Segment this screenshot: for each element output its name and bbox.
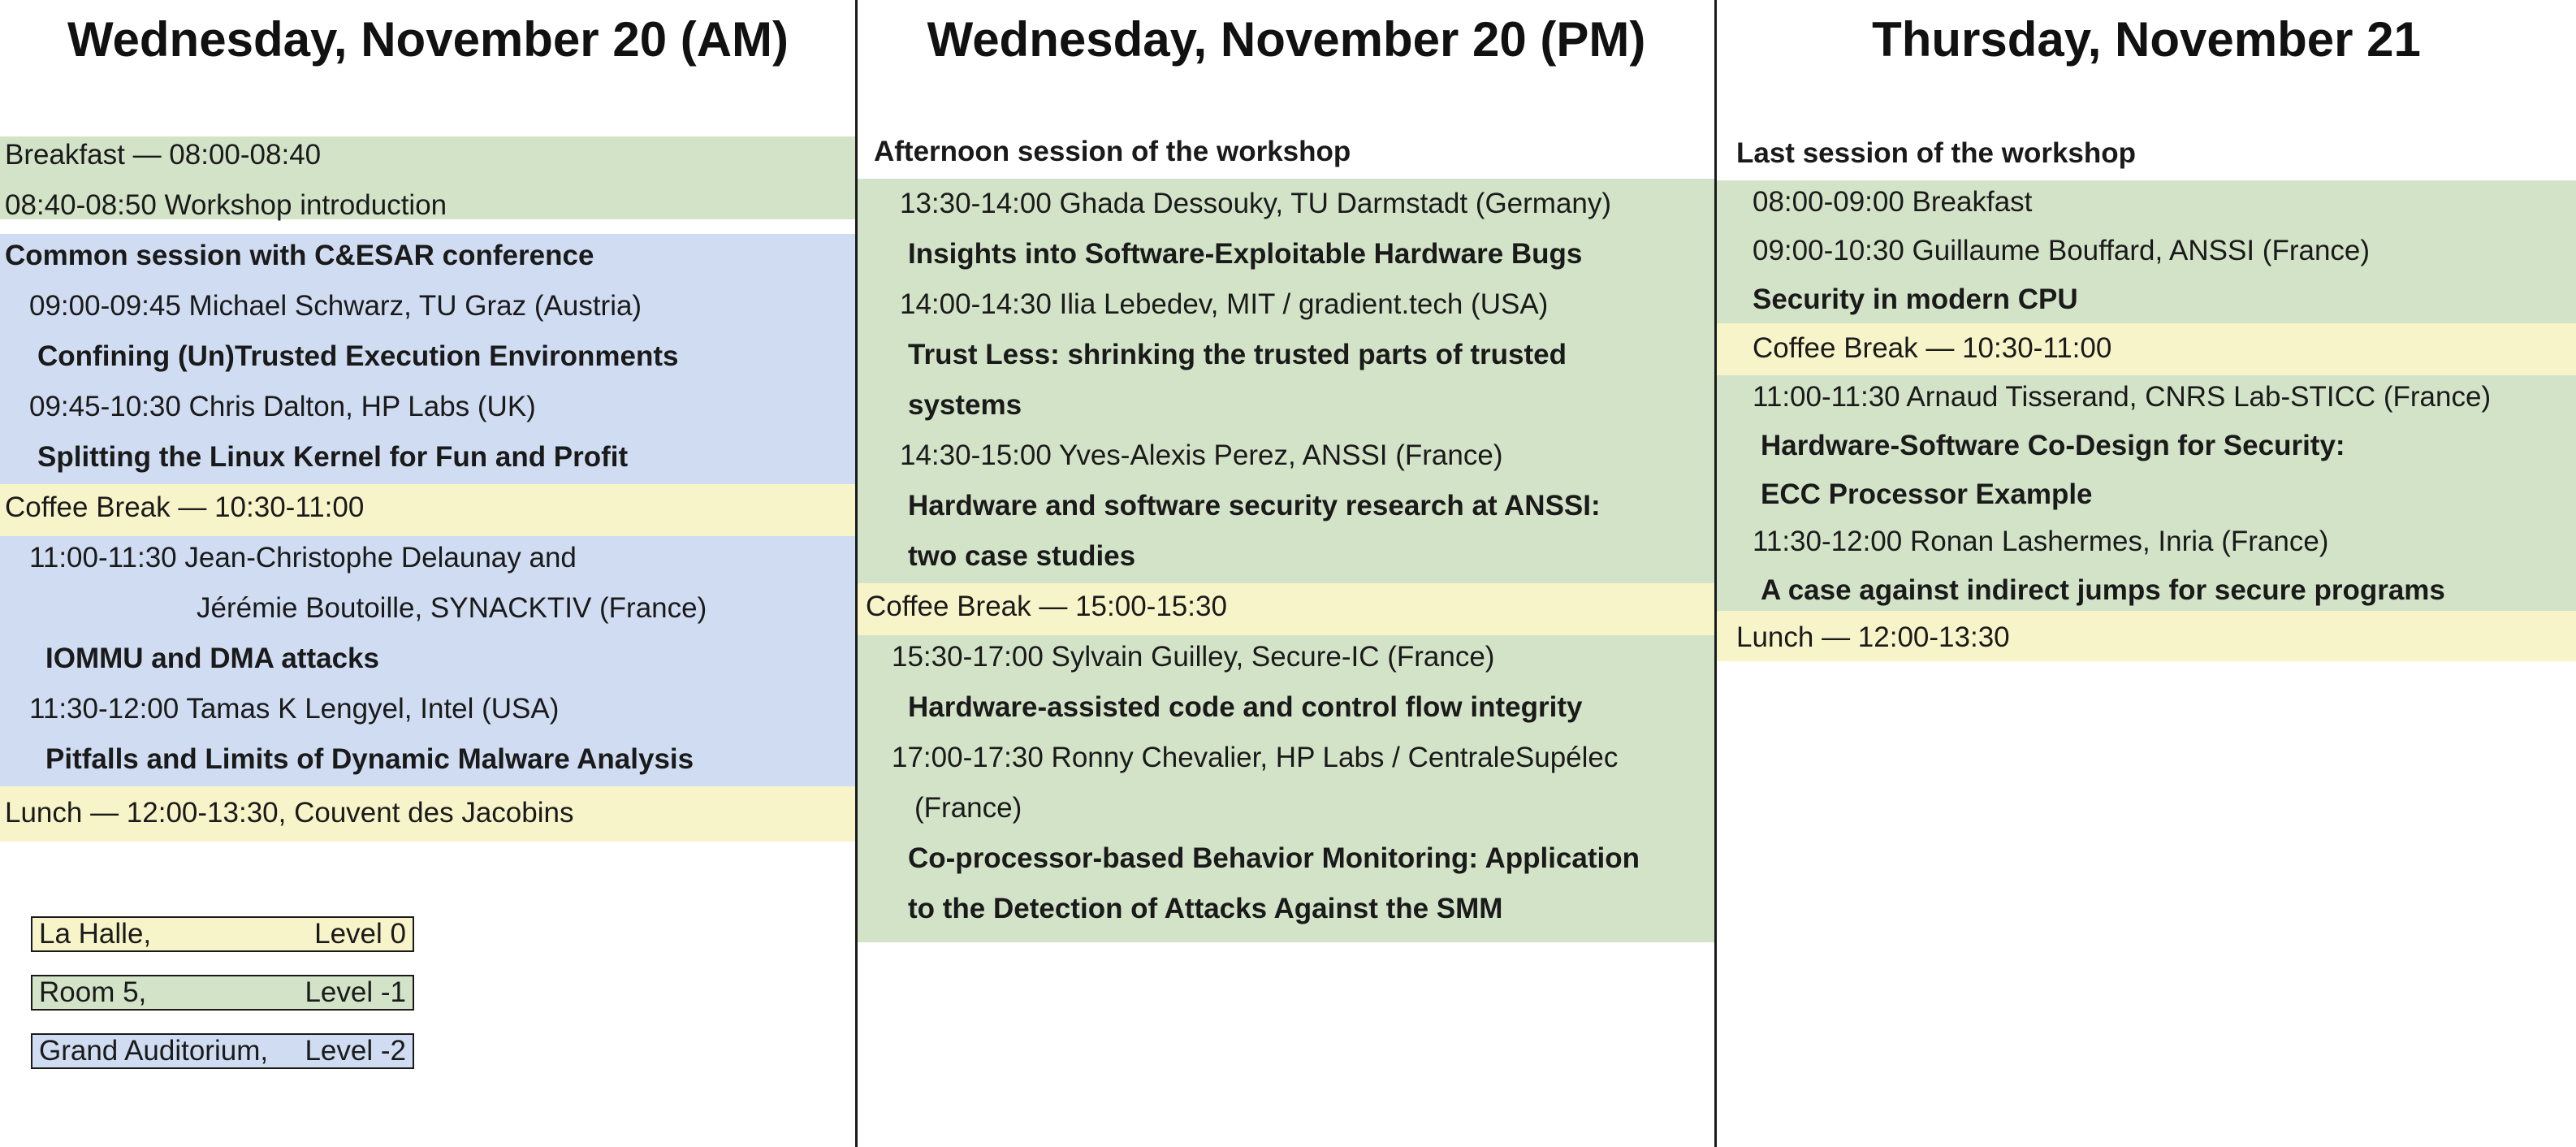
- talk-speaker: 14:00-14:30 Ilia Lebedev, MIT / gradient.tech (USA): [900, 288, 1549, 320]
- talk-title: Hardware and software security research at ANSSI:: [908, 490, 1601, 522]
- talk-title: Splitting the Linux Kernel for Fun and Profit: [37, 441, 629, 473]
- session-heading: Common session with C&ESAR conference: [5, 240, 594, 271]
- session-heading: Last session of the workshop: [1736, 137, 2137, 169]
- talk-speaker-continued: Jérémie Boutoille, SYNACKTIV (France): [197, 592, 707, 624]
- talk-title-continued: systems: [908, 389, 1022, 421]
- legend-level: Level -2: [305, 1035, 406, 1067]
- talk-speaker: 09:00-10:30 Guillaume Bouffard, ANSSI (France): [1753, 235, 2371, 266]
- column-wednesday-am: [0, 0, 856, 1147]
- talk-speaker: 09:00-09:45 Michael Schwarz, TU Graz (Austria): [29, 290, 642, 322]
- column-thursday: [1717, 0, 2576, 1147]
- coffee-break-text: Coffee Break — 10:30-11:00: [1753, 332, 2112, 364]
- talk-speaker: 14:30-15:00 Yves-Alexis Perez, ANSSI (France): [900, 439, 1503, 471]
- talk-title: Security in modern CPU: [1753, 284, 2078, 315]
- legend-grand-auditorium: [31, 1033, 414, 1069]
- legend-room-5: [31, 975, 414, 1011]
- intro-text: 08:40-08:50 Workshop introduction: [5, 189, 447, 221]
- talk-speaker: 11:00-11:30 Arnaud Tisserand, CNRS Lab-STICC (France): [1753, 381, 2492, 413]
- lunch-text: Lunch — 12:00-13:30, Couvent des Jacobins: [5, 797, 574, 829]
- talk-speaker: 15:30-17:00 Sylvain Guilley, Secure-IC (France): [892, 641, 1495, 673]
- column-title: Wednesday, November 20 (AM): [67, 12, 789, 67]
- talk-speaker: 17:00-17:30 Ronny Chevalier, HP Labs / CentraleSupélec: [892, 742, 1619, 773]
- legend-level: Level 0: [314, 918, 406, 950]
- legend-place: Room 5,: [39, 976, 147, 1008]
- breakfast-text: Breakfast — 08:00-08:40: [5, 139, 322, 171]
- column-title: Wednesday, November 20 (PM): [927, 12, 1646, 67]
- talk-title-continued: to the Detection of Attacks Against the SMM: [908, 893, 1503, 924]
- talk-title: Insights into Software-Exploitable Hardware Bugs: [908, 238, 1583, 270]
- talk-speaker: 11:00-11:30 Jean-Christophe Delaunay and: [29, 542, 577, 574]
- legend-place: La Halle,: [39, 918, 152, 950]
- talk-speaker: 11:30-12:00 Tamas K Lengyel, Intel (USA): [29, 693, 560, 725]
- talk-speaker: 11:30-12:00 Ronan Lashermes, Inria (France): [1753, 526, 2329, 557]
- talk-title: Pitfalls and Limits of Dynamic Malware Analysis: [45, 743, 694, 775]
- talk-speaker: 09:45-10:30 Chris Dalton, HP Labs (UK): [29, 391, 536, 422]
- lunch-text: Lunch — 12:00-13:30: [1736, 621, 2010, 653]
- talk-title: Co-processor-based Behavior Monitoring: Application: [908, 842, 1640, 874]
- talk-title: Hardware-assisted code and control flow integrity: [908, 691, 1583, 723]
- coffee-break-text: Coffee Break — 15:00-15:30: [866, 591, 1227, 622]
- talk-title-continued: two case studies: [908, 540, 1136, 572]
- talk-title: IOMMU and DMA attacks: [45, 643, 379, 674]
- talk-speaker: 13:30-14:00 Ghada Dessouky, TU Darmstadt (Germany): [900, 188, 1612, 219]
- talk-title-continued: ECC Processor Example: [1761, 478, 2093, 510]
- breakfast-text: 08:00-09:00 Breakfast: [1753, 186, 2033, 218]
- talk-speaker-continued: (France): [914, 792, 1022, 824]
- talk-title: A case against indirect jumps for secure programs: [1761, 574, 2445, 606]
- talk-title: Trust Less: shrinking the trusted parts of trusted: [908, 339, 1567, 370]
- coffee-break-text: Coffee Break — 10:30-11:00: [5, 491, 365, 523]
- legend-level: Level -1: [305, 976, 406, 1008]
- session-heading: Afternoon session of the workshop: [874, 136, 1351, 167]
- talk-title: Confining (Un)Trusted Execution Environments: [37, 340, 679, 372]
- legend-place: Grand Auditorium,: [39, 1035, 269, 1067]
- talk-title: Hardware-Software Co-Design for Security:: [1761, 430, 2345, 461]
- column-wednesday-pm: [858, 0, 1715, 1147]
- legend-la-halle: [31, 916, 414, 952]
- column-title: Thursday, November 21: [1872, 12, 2421, 67]
